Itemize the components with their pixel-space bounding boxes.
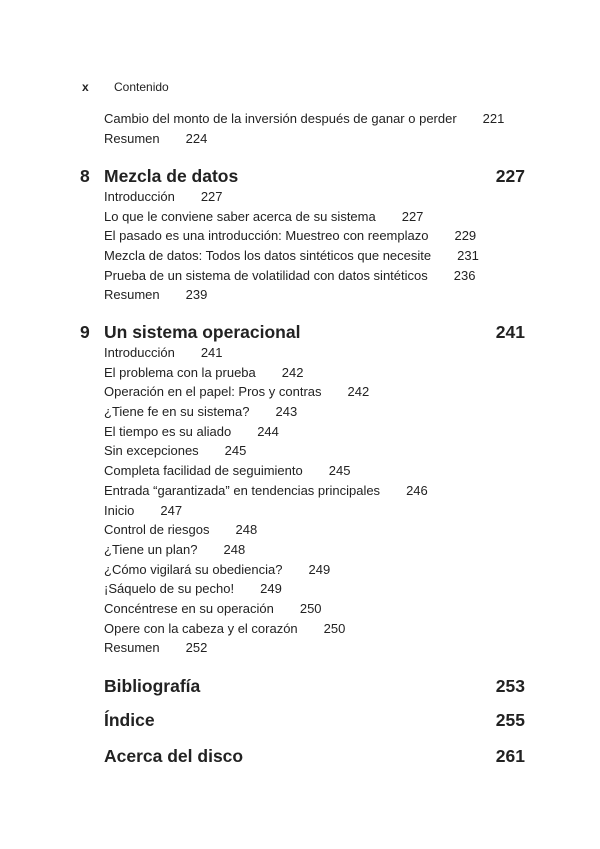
toc-entry	[104, 638, 525, 658]
entry-page: 245	[224, 443, 247, 459]
entry-page: 250	[299, 600, 322, 616]
header-title: Contenido	[114, 80, 169, 94]
toc-entry	[104, 363, 525, 383]
chapter-number: 8	[80, 166, 90, 186]
back-matter-title: Bibliografía	[104, 676, 201, 696]
toc-entry	[104, 619, 525, 639]
entry-title: ¡Sáquelo de su pecho!	[104, 581, 235, 597]
entry-page: 248	[223, 541, 246, 557]
entry-page: 252	[185, 640, 208, 656]
toc-entry	[104, 422, 525, 442]
entry-page: 221	[482, 111, 505, 126]
chapter-title: Mezcla de datos	[104, 166, 239, 186]
back-matter-title: Acerca del disco	[104, 746, 244, 766]
entry-page: 248	[235, 522, 258, 538]
back-matter-acerca-del-disco	[104, 744, 525, 768]
entry-title: El pasado es una introducción: Muestreo con reemplazo	[104, 228, 429, 244]
toc-entry	[104, 207, 525, 227]
entry-title: El problema con la prueba	[104, 364, 256, 380]
entry-title: Concéntrese en su operación	[104, 600, 274, 616]
back-matter-title: Índice	[104, 710, 155, 730]
entry-title: Inicio	[104, 502, 135, 518]
entry-page: 227	[401, 208, 424, 224]
toc-entry	[104, 441, 525, 461]
entry-title: Entrada “garantizada” en tendencias principales	[104, 482, 381, 498]
entry-title: Sin excepciones	[104, 443, 199, 459]
toc-entry	[104, 187, 525, 207]
chapter-heading	[80, 320, 525, 344]
entry-title: ¿Tiene fe en su sistema?	[104, 404, 250, 420]
entry-page: 229	[454, 228, 477, 244]
toc-entry	[104, 520, 525, 540]
entry-page: 227	[200, 189, 223, 204]
entry-page: 242	[347, 384, 370, 400]
entry-page: 247	[160, 502, 183, 518]
entry-page: 239	[185, 287, 208, 303]
back-matter-indice	[104, 708, 525, 732]
entry-title: Control de riesgos	[104, 522, 210, 538]
chapter-page: 227	[495, 166, 525, 186]
chapter-number: 9	[80, 322, 90, 342]
toc-entry	[104, 402, 525, 422]
chapter-title: Un sistema operacional	[104, 322, 301, 342]
entry-title: Prueba de un sistema de volatilidad con datos sintéticos	[104, 267, 428, 283]
toc-entry	[104, 382, 525, 402]
back-matter-bibliografia	[104, 674, 525, 698]
entry-title: Introducción	[104, 189, 175, 204]
chapter-entries	[104, 343, 525, 658]
entry-title: Introducción	[104, 345, 175, 360]
entry-title: Operación en el papel: Pros y contras	[104, 384, 322, 400]
entry-page: 250	[323, 620, 346, 636]
entry-title: Mezcla de datos: Todos los datos sintéticos que necesite	[104, 248, 432, 264]
toc-entry	[104, 540, 525, 560]
entry-title: Completa facilidad de seguimiento	[104, 463, 303, 479]
chapter-page: 241	[495, 322, 525, 342]
entry-title: El tiempo es su aliado	[104, 423, 232, 439]
chapter-entries	[104, 187, 525, 305]
toc-entry	[104, 266, 525, 286]
entry-page: 245	[328, 463, 351, 479]
entry-page: 243	[275, 404, 298, 420]
running-header	[82, 80, 169, 94]
toc-entry	[104, 599, 525, 619]
back-matter-page: 261	[495, 746, 525, 766]
entry-title: Opere con la cabeza y el corazón	[104, 620, 298, 636]
toc-entry	[104, 560, 525, 580]
entry-page: 224	[185, 130, 208, 146]
entry-title: Lo que le conviene saber acerca de su sistema	[104, 208, 376, 224]
entry-page: 246	[406, 482, 428, 498]
entry-page: 242	[281, 364, 304, 380]
entry-title: Cambio del monto de la inversión después de ganar o perder	[104, 111, 457, 126]
entry-title: ¿Cómo vigilará su obediencia?	[104, 561, 283, 577]
entry-page: 249	[308, 561, 331, 577]
toc-entry	[104, 343, 525, 363]
toc-entry	[104, 285, 525, 305]
entry-page: 249	[260, 581, 282, 597]
toc-entry	[104, 246, 525, 266]
back-matter-page: 255	[495, 710, 525, 730]
header-page-number: x	[82, 80, 89, 94]
entry-page: 244	[257, 423, 279, 439]
toc-entry	[104, 109, 525, 129]
entry-page: 241	[200, 345, 223, 360]
back-matter-page: 253	[495, 676, 525, 696]
entry-title: Resumen	[104, 287, 160, 303]
continued-entries	[104, 109, 525, 148]
chapter-heading	[80, 164, 525, 188]
entry-page: 231	[457, 248, 479, 264]
toc-entry	[104, 501, 525, 521]
entry-page: 236	[453, 267, 476, 283]
toc-entry	[104, 579, 525, 599]
toc-entry	[104, 226, 525, 246]
entry-title: Resumen	[104, 640, 160, 656]
toc-entry	[104, 461, 525, 481]
toc-entry	[104, 481, 525, 501]
entry-title: Resumen	[104, 130, 160, 146]
entry-title: ¿Tiene un plan?	[104, 541, 198, 557]
toc-entry	[104, 129, 525, 149]
